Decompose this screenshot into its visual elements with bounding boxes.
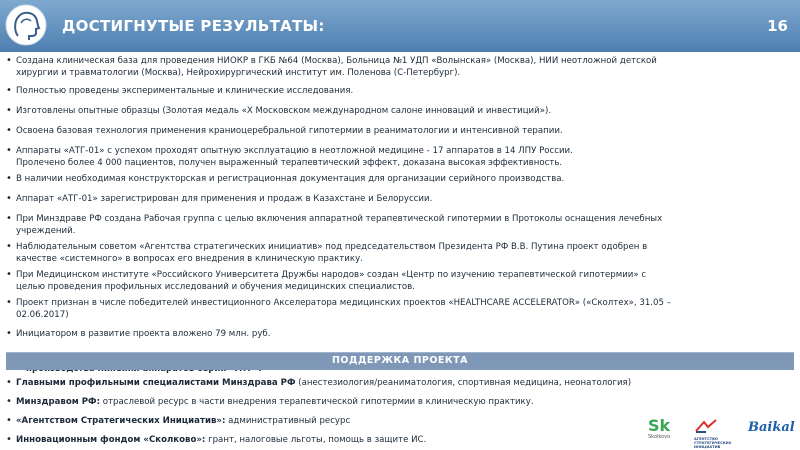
result-line: • Аппарат «АТГ-01» зарегистрирован для применения и продаж в Казахстане и Белоруссии. — [16, 194, 433, 204]
support-item-source: Инновационным фондом «Сколково»: — [16, 435, 206, 445]
asi-logo — [694, 418, 740, 450]
support-item-text: отраслевой ресурс в части внедрения терапевтической гипотермии в клиническую практику. — [100, 397, 534, 407]
support-item-text: (анестезиология/реаниматология, спортивная медицина, неонатология) — [295, 378, 632, 388]
support-item-source: Главными профильными специалистами Минздрава РФ — [16, 378, 296, 388]
result-line: качестве «системного» в вопросах его внедрения в клиническую практику. — [16, 254, 363, 264]
result-line: • Инициатором в развитие проекта вложено 79 млн. руб. — [16, 329, 271, 339]
result-item — [16, 269, 774, 293]
result-item — [16, 241, 774, 265]
asi-arrow-icon — [694, 419, 718, 433]
result-item — [16, 328, 774, 340]
result-item — [16, 125, 774, 137]
result-line: • Проект признан в числе победителей инвестиционного Акселератора медицинских проектов «HEALTHCARE ACCELERATOR» («Сколтех», 31.05 – — [16, 298, 672, 308]
support-item-text: административный ресурс — [225, 416, 351, 426]
support-item-source: «Агентством Стратегических Инициатив»: — [16, 416, 226, 426]
support-section-bar — [6, 352, 794, 370]
result-line: • Создана клиническая база для проведения НИОКР в ГКБ №64 (Москва), Больница №1 УДП «Волынская» (Москва), НИИ неотложной детской — [16, 56, 657, 66]
result-line: учреждений. — [16, 226, 76, 236]
head-profile-logo-icon — [4, 3, 48, 47]
result-line: • При Медицинском институте «Российского Университета Дружбы народов» создан «Центр по изучению терапевтической гипотермии» с — [16, 270, 647, 280]
result-line: Пролечено более 4 000 пациентов, получен выраженный терапевтический эффект, доказана высокая эффективность. — [16, 158, 563, 168]
result-line: • При Минздраве РФ создана Рабочая группа с целью включения аппаратной терапевтической гипотермии в Протоколы оснащения лечебных — [16, 214, 663, 224]
result-item — [16, 55, 774, 79]
result-line: хирургии и травматологии (Москва), Нейрохирургический институт им. Поленова (С-Петербург). — [16, 68, 461, 78]
skolkovo-name: Skolkovo — [648, 434, 671, 440]
support-item-text: грант, налоговые льготы, помощь в защите ИС. — [205, 435, 427, 445]
asi-text-line: АГЕНТСТВО — [694, 437, 718, 441]
result-line: • Наблюдательным советом «Агентства стратегических инициатив» под председательством Президента РФ В.В. Путина проект одобрен в — [16, 242, 648, 252]
asi-text-line: ИНИЦИАТИВ — [694, 445, 721, 450]
result-line: • Освоена базовая технология применения краниоцеребральной гипотермии в реаниматологии и интенсивной терапии. — [16, 126, 563, 136]
result-item — [16, 105, 774, 117]
skolkovo-logo — [648, 418, 680, 446]
support-item — [16, 377, 774, 389]
page-title: ДОСТИГНУТЫЕ РЕЗУЛЬТАТЫ: — [62, 17, 325, 35]
result-line: • Изготовлены опытные образцы (Золотая медаль «Х Московском международном салоне инноваций и инвестиций»). — [16, 106, 552, 116]
page-number: 16 — [767, 17, 788, 35]
result-line: 02.06.2017) — [16, 310, 69, 320]
result-item — [16, 85, 774, 97]
header-bar — [0, 0, 800, 52]
asi-text-line: СТРАТЕГИЧЕСКИХ — [694, 441, 732, 446]
result-item — [16, 173, 774, 185]
result-item — [16, 193, 774, 205]
result-line: • Аппараты «АТГ-01» с успехом проходят опытную эксплуатацию в неотложной медицине - 17 аппаратов в 14 ЛПУ России. — [16, 146, 573, 156]
support-section-title: ПОДДЕРЖКА ПРОЕКТА — [331, 355, 469, 366]
result-item — [16, 297, 774, 321]
baikal-logo — [748, 420, 794, 444]
support-item-source: Минздравом РФ: — [16, 397, 101, 407]
result-item — [16, 145, 774, 169]
skolkovo-mark: Sk — [648, 416, 671, 435]
baikal-wordmark: Baikal — [748, 420, 795, 435]
result-item — [16, 213, 774, 237]
result-line: • Полностью проведены экспериментальные и клинические исследования. — [16, 86, 354, 96]
result-line: целью проведения профильных исследований и обучения медицинских специалистов. — [16, 282, 415, 292]
support-item — [16, 396, 774, 408]
result-line: • В наличии необходимая конструкторская и регистрационная документация для организации серийного производства. — [16, 174, 565, 184]
